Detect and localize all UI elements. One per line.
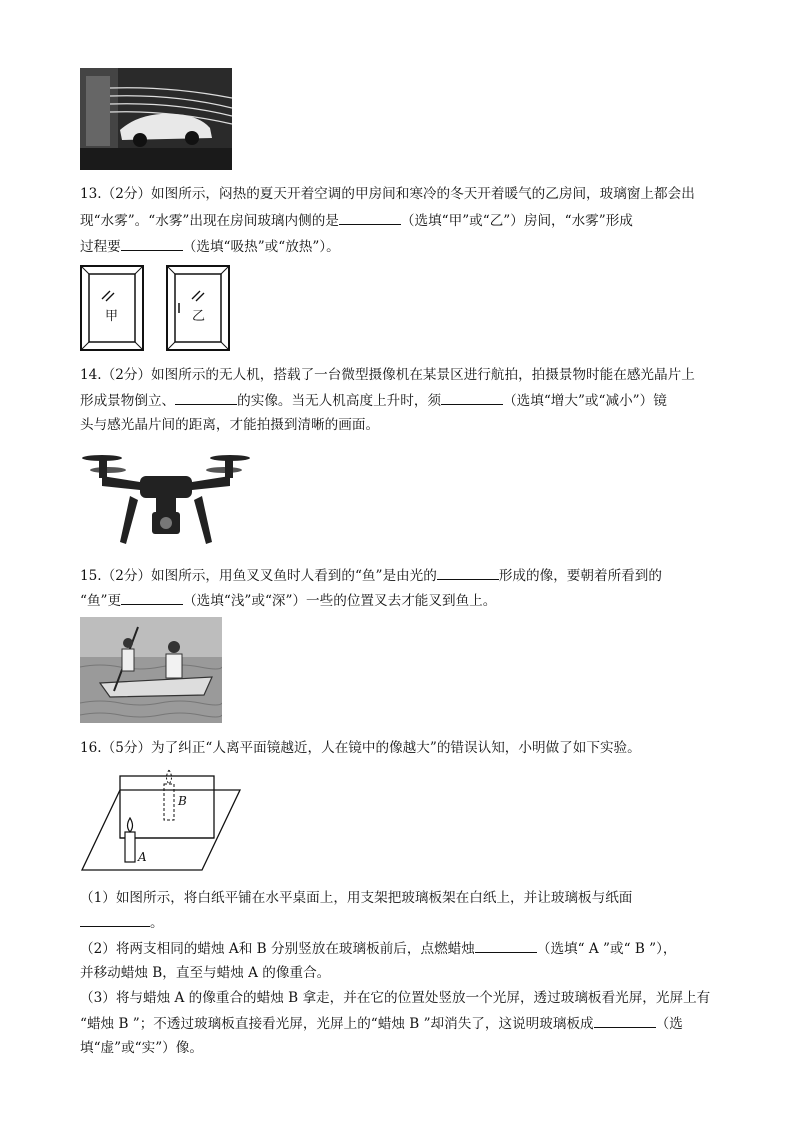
q14-blank-1[interactable] [175,390,237,405]
window-jia-figure [80,265,144,351]
q13-line1: 13.（2分）如图所示，闷热的夏天开着空调的甲房间和寒冷的冬天开着暖气的乙房间，玻璃窗上都会出 [80,186,695,202]
q16-p3-line2: “蜡烛 B ”；不透过玻璃板直接看光屏，光屏上的“蜡烛 B ”却消失了，这说明玻璃板成 （选 [80,1013,683,1034]
q16-p2-line1: （2）将两支相同的蜡烛 A和 B 分别竖放在玻璃板前后，点燃蜡烛 （选填“ A ”或“ B ”）， [80,938,677,959]
q16-blank-2[interactable] [475,938,537,953]
q16-p2-line2: 并移动蜡烛 B，直至与蜡烛 A 的像重合。 [80,965,331,981]
q15-line2: “鱼”更 （选填“浅”或“深”）一些的位置叉去才能叉到鱼上。 [80,590,496,611]
q13-line3: 过程要 （选填“吸热”或“放热”）。 [80,236,340,257]
wind-tunnel-car-photo [80,68,232,170]
q16-blank-3[interactable] [594,1013,656,1028]
plane-mirror-experiment-figure [80,766,242,874]
q15-blank-2[interactable] [121,590,183,605]
q16-blank-1[interactable] [80,912,150,927]
q16-p1-line1: （1）如图所示，将白纸平铺在水平桌面上，用支架把玻璃板架在白纸上，并让玻璃板与纸面 [80,890,633,906]
q13-blank-1[interactable] [339,210,401,225]
q13-blank-2[interactable] [121,236,183,251]
q14-line3: 头与感光晶片间的距离，才能拍摄到清晰的画面。 [80,417,380,433]
q16-p3-line3: 填“虚”或“实”）像。 [80,1040,203,1056]
candle-b-label: B [178,794,187,808]
window-jia-label: 甲 [105,309,119,324]
q14-blank-2[interactable] [441,390,503,405]
drone-figure [80,446,252,550]
q13-line2: 现“水雾”。“水雾”出现在房间玻璃内侧的是 （选填“甲”或“乙”）房间，“水雾”形成 [80,210,633,231]
q15-blank-1[interactable] [437,565,499,580]
q14-line2: 形成景物倒立、 的实像。当无人机高度上升时，须 （选填“增大”或“减小”）镜 [80,390,667,411]
q16-line1: 16.（5分）为了纠正“人离平面镜越近，人在镜中的像越大”的错误认知，小明做了如下实验。 [80,740,641,756]
fishing-boat-photo [80,617,222,723]
q15-line1: 15.（2分）如图所示，用鱼叉叉鱼时人看到的“鱼”是由光的 形成的像，要朝着所看到的 [80,565,662,586]
window-yi-figure [166,265,230,351]
q16-p3-line1: （3）将与蜡烛 A 的像重合的蜡烛 B 拿走，并在它的位置处竖放一个光屏，透过玻璃板看光屏，光屏上有 [80,990,711,1006]
q16-p1-line2: 。 [80,912,164,933]
q14-line1: 14.（2分）如图所示的无人机，搭载了一台微型摄像机在某景区进行航拍，拍摄景物时能在感光晶片上 [80,367,695,383]
window-yi-label: 乙 [192,309,206,324]
candle-a-label: A [138,850,147,864]
